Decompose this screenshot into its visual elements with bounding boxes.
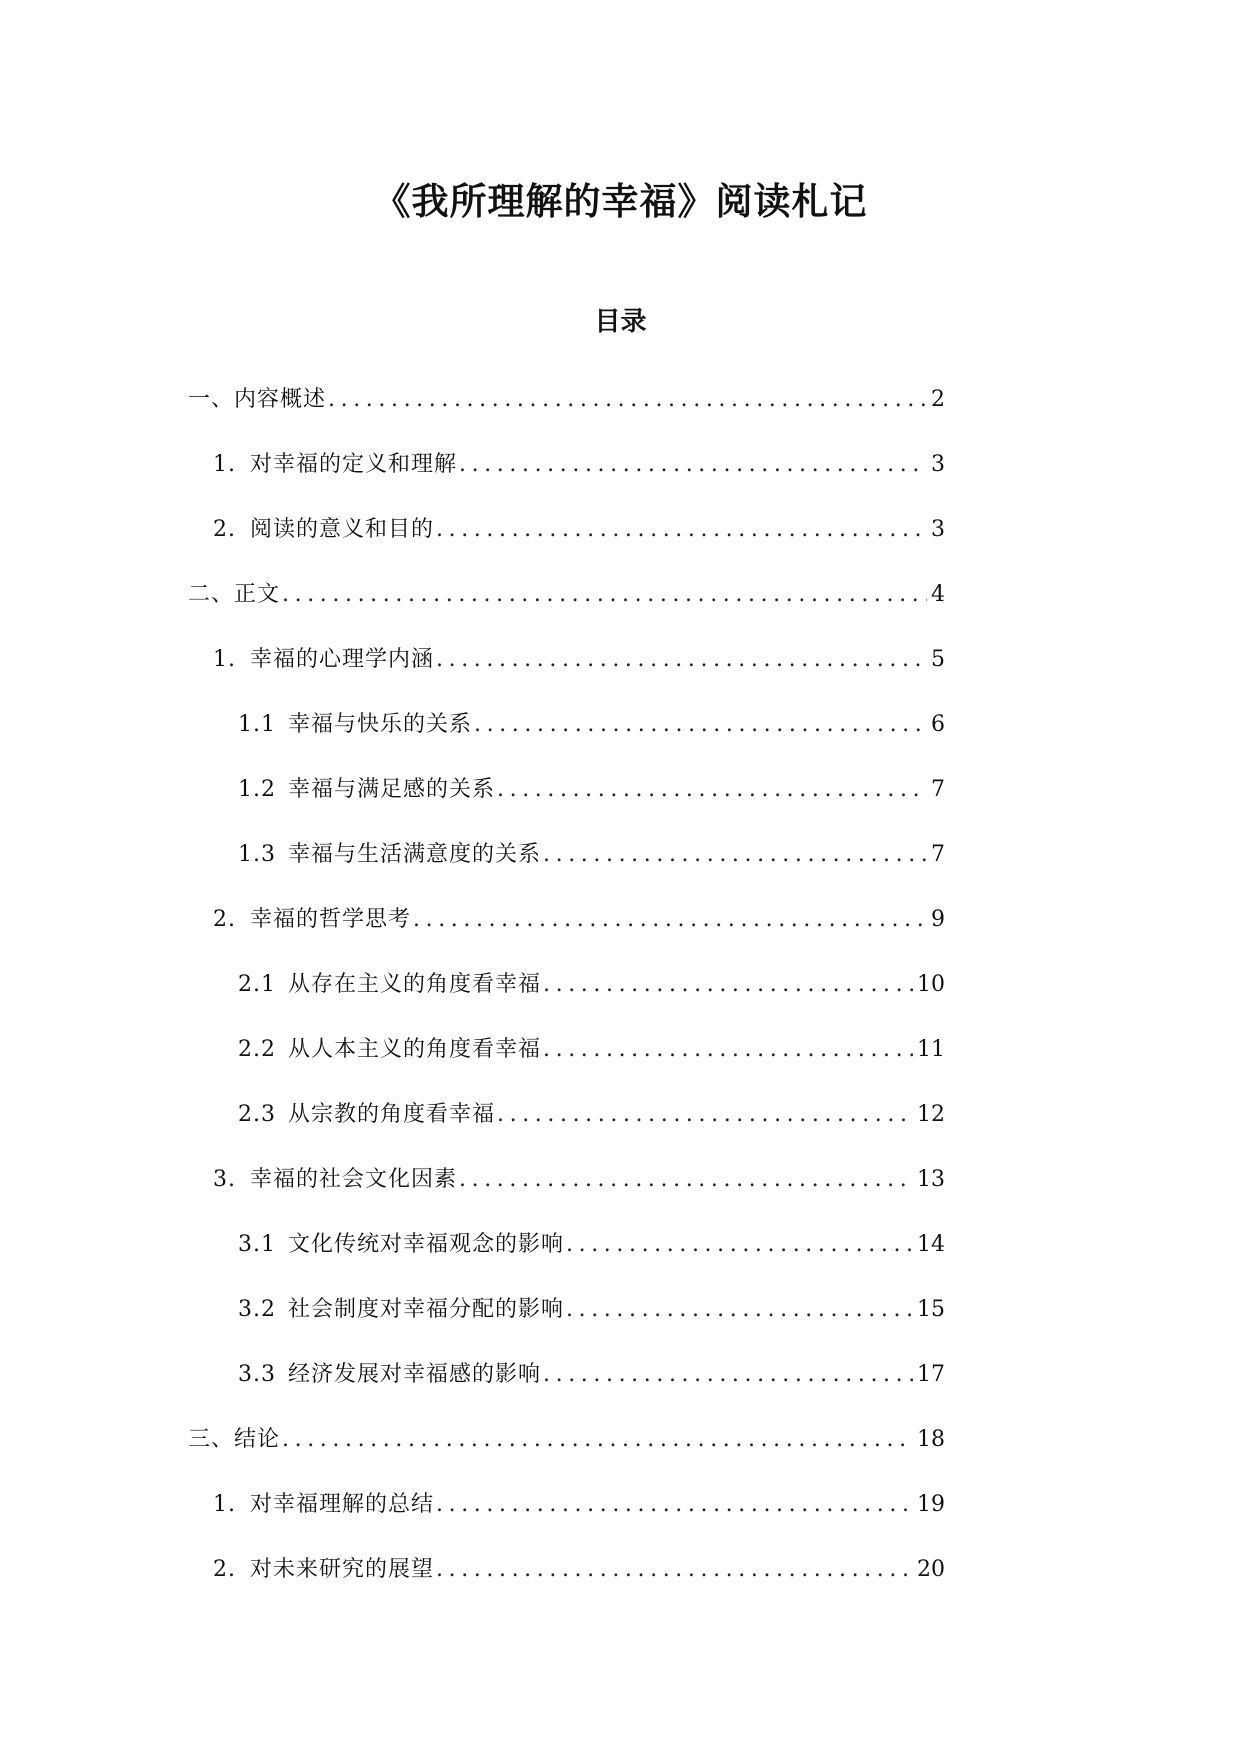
toc-dot-leader [459,1163,913,1197]
toc-entry-number: 3.2 [238,1297,276,1322]
toc-dot-leader [436,1553,913,1587]
toc-dot-leader [543,838,927,872]
toc-entry-label: 文化传统对幸福观念的影响 [288,1232,565,1257]
toc-entry-number: 1.3 [238,842,276,867]
toc-entry[interactable] [213,513,945,547]
toc-entry-page: 18 [917,1427,945,1452]
toc-entry-page: 9 [931,907,945,932]
toc-dot-leader [566,1228,913,1262]
toc-entry-number: 一、 [188,387,235,412]
toc-entry-number: 三、 [188,1427,235,1452]
toc-dot-leader [459,448,927,482]
toc-entry-label: 幸福的心理学内涵 [250,647,435,672]
toc-entry-number: 3.3 [238,1362,276,1387]
toc-entry-number: 2.3 [238,1102,276,1127]
toc-entry-page: 11 [917,1037,945,1062]
toc-entry-label: 结论 [234,1427,281,1452]
toc-entry[interactable] [213,903,945,937]
toc-dot-leader [543,1033,913,1067]
toc-entry-label: 对未来研究的展望 [250,1557,435,1582]
toc-entry-page: 12 [917,1102,945,1127]
toc-entry[interactable] [213,1553,945,1587]
toc-dot-leader [282,578,927,612]
toc-entry-number: 1.1 [238,712,276,737]
toc-entry-page: 4 [931,582,945,607]
toc-entry-page: 6 [931,712,945,737]
toc-entry-number: 二、 [188,582,235,607]
toc-dot-leader [474,708,927,742]
toc-entry-label: 从存在主义的角度看幸福 [288,972,542,997]
toc-entry-page: 10 [917,972,945,997]
toc-dot-leader [328,383,927,417]
toc-entry[interactable] [188,578,945,612]
toc-entry-page: 7 [931,777,945,802]
toc-dot-leader [543,968,913,1002]
toc-entry[interactable] [213,448,945,482]
toc-entry-label: 从人本主义的角度看幸福 [288,1037,542,1062]
toc-entry[interactable] [238,708,945,742]
document-title: 《我所理解的幸福》阅读札记 [373,178,868,223]
toc-entry-page: 2 [931,387,945,412]
toc-entry-page: 20 [917,1557,945,1582]
toc-entry-number: 2. [213,907,236,932]
toc-entry-number: 3.1 [238,1232,276,1257]
toc-entry-page: 13 [917,1167,945,1192]
toc-dot-leader [543,1358,913,1392]
toc-entry-number: 1. [213,452,236,477]
toc-entry-page: 3 [931,517,945,542]
toc-entry[interactable] [213,643,945,677]
toc-entry-label: 经济发展对幸福感的影响 [288,1362,542,1387]
toc-entry[interactable] [238,1098,945,1132]
toc-entry[interactable] [213,1488,945,1522]
toc-dot-leader [497,1098,913,1132]
toc-entry-page: 7 [931,842,945,867]
toc-entry-label: 对幸福理解的总结 [250,1492,435,1517]
toc-entry-label: 幸福的哲学思考 [250,907,412,932]
toc-entry[interactable] [238,1033,945,1067]
toc-entry-label: 内容概述 [234,387,327,412]
toc-entry-label: 幸福与快乐的关系 [288,712,473,737]
toc-entry-label: 对幸福的定义和理解 [250,452,458,477]
toc-entry-number: 3. [213,1167,236,1192]
toc-entry-number: 2.2 [238,1037,276,1062]
toc-entry-number: 2.1 [238,972,276,997]
toc-entry-label: 幸福的社会文化因素 [250,1167,458,1192]
toc-entry-label: 幸福与生活满意度的关系 [288,842,542,867]
toc-entry-label: 社会制度对幸福分配的影响 [288,1297,565,1322]
toc-entry[interactable] [213,1163,945,1197]
toc-entry-page: 17 [917,1362,945,1387]
toc-entry-number: 1. [213,647,236,672]
toc-entry-number: 2. [213,517,236,542]
toc-entry[interactable] [238,1293,945,1327]
toc-dot-leader [413,903,927,937]
toc-entry[interactable] [238,968,945,1002]
toc-entry[interactable] [188,1423,945,1457]
toc-entry[interactable] [238,1358,945,1392]
toc-entry-number: 1. [213,1492,236,1517]
toc-entry-number: 1.2 [238,777,276,802]
toc-entry-number: 2. [213,1557,236,1582]
toc-entry-page: 3 [931,452,945,477]
toc-dot-leader [282,1423,913,1457]
toc-entry-page: 15 [917,1297,945,1322]
toc-dot-leader [566,1293,913,1327]
toc-entry-label: 正文 [234,582,281,607]
toc-entry[interactable] [238,1228,945,1262]
toc-entry[interactable] [238,838,945,872]
toc-dot-leader [436,513,927,547]
toc-entry-label: 幸福与满足感的关系 [288,777,496,802]
toc-entry-label: 从宗教的角度看幸福 [288,1102,496,1127]
toc-dot-leader [436,643,927,677]
toc-dot-leader [497,773,927,807]
toc-entry[interactable] [238,773,945,807]
toc-entry-page: 5 [931,647,945,672]
toc-heading: 目录 [594,306,647,337]
toc-entry-label: 阅读的意义和目的 [250,517,435,542]
toc-dot-leader [436,1488,913,1522]
toc-entry[interactable] [188,383,945,417]
toc-entry-page: 14 [917,1232,945,1257]
toc-entry-page: 19 [917,1492,945,1517]
